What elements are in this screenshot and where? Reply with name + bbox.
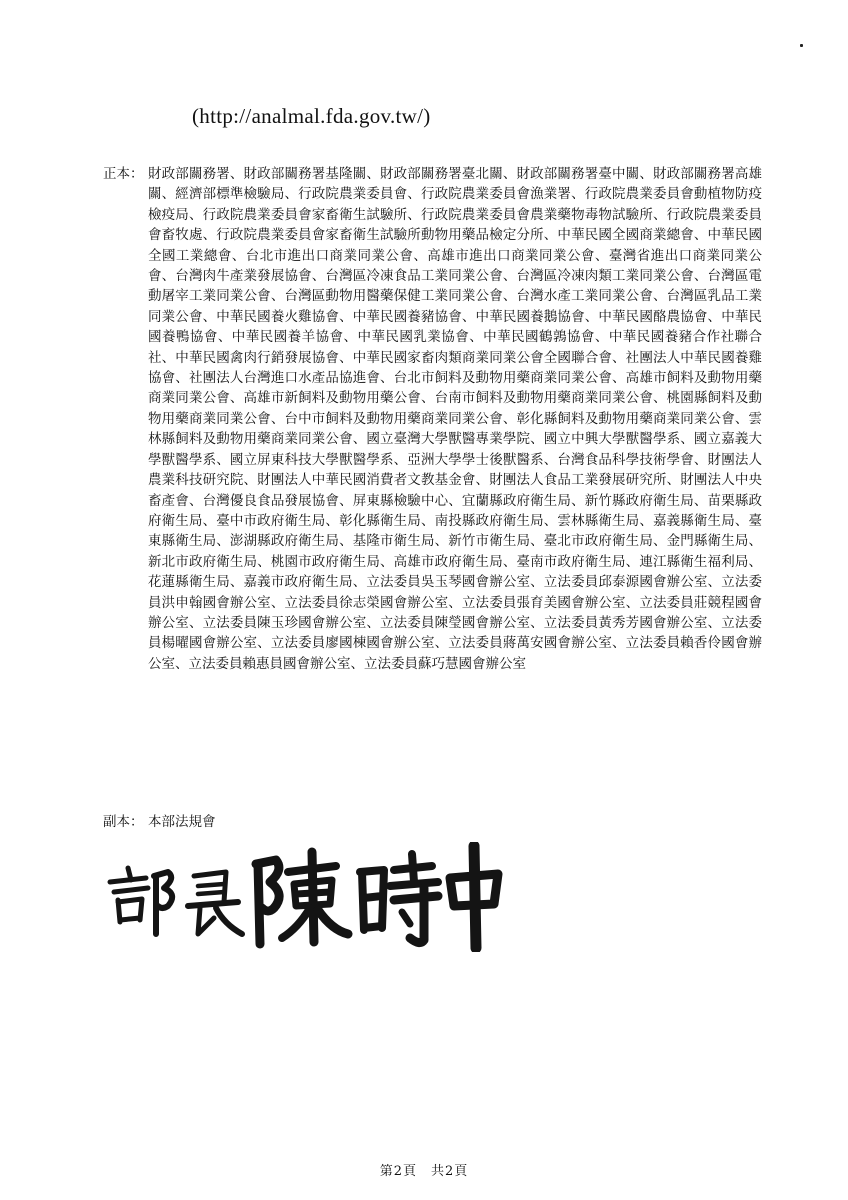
copy-recipients-label: 副本： <box>103 814 144 830</box>
main-recipients-label: 正本： <box>103 166 144 182</box>
main-recipients-list: 財政部關務署、財政部關務署基隆關、財政部關務署臺北關、財政部關務署臺中關、財政部關務署高雄關、經濟部標準檢驗局、行政院農業委員會、行政院農業委員會漁業署、行政院農業委員會動植物防疫檢疫局、行政院農業委員會家畜衛生試驗所、行政院農業委員會農業藥物毒物試驗所、行政院農業委員會畜牧處、行政院農業委員會家畜衛生試驗所動物用藥品檢定分所、中華民國全國商業總會、中華民國全國工業總會、台北市進出口商業同業公會、高雄市進出口商業同業公會、臺灣省進出口商業同業公會、台灣肉牛產業發展協會、台灣區冷凍食品工業同業公會、台灣區冷凍肉類工業同業公會、台灣區電動屠宰工業同業公會、台灣區動物用醫藥保健工業同業公會、台灣水產工業同業公會、台灣區乳品工業同業公會、中華民國養火雞協會、中華民國養豬協會、中華民國養鵝協會、中華民國酪農協會、中華民國養鴨協會、中華民國養羊協會、中華民國乳業協會、中華民國鶴鶉協會、中華民國養豬合作社聯合社、中華民國禽肉行銷發展協會、中華民國家畜肉類商業同業公會全國聯合會、社團法人中華民國養雞協會、社團法人台灣進口水產品協進會、台北市飼料及動物用藥商業同業公會、高雄市飼料及動物用藥商業同業公會、高雄市新飼料及動物用藥公會、台南市飼料及動物用藥商業同業公會、桃園縣飼料及動物用藥商業同業公會、台中市飼料及動物用藥商業同業公會、彰化縣飼料及動物用藥商業同業公會、雲林縣飼料及動物用藥商業同業公會、國立臺灣大學獸醫專業學院、國立中興大學獸醫學系、國立嘉義大學獸醫學系、國立屏東科技大學獸醫學系、亞洲大學學士後獸醫系、台灣食品科學技術學會、財團法人農業科技研究院、財團法人中華民國消費者文教基金會、財團法人食品工業發展研究所、財團法人中央畜產會、台灣優良食品發展協會、屏東縣檢驗中心、宜蘭縣政府衛生局、新竹縣政府衛生局、苗栗縣政府衛生局、臺中市政府衛生局、彰化縣衛生局、南投縣政府衛生局、雲林縣衛生局、嘉義縣衛生局、臺東縣衛生局、澎湖縣政府衛生局、基隆市衛生局、新竹市衛生局、臺北市政府衛生局、金門縣衛生局、新北市政府衛生局、桃園市政府衛生局、高雄市政府衛生局、臺南市政府衛生局、連江縣衛生福利局、花蓮縣衛生局、嘉義市政府衛生局、立法委員吳玉琴國會辦公室、立法委員邱泰源國會辦公室、立法委員洪申翰國會辦公室、立法委員徐志榮國會辦公室、立法委員張育美國會辦公室、立法委員莊競程國會辦公室、立法委員陳玉珍國會辦公室、立法委員陳瑩國會辦公室、立法委員黃秀芳國會辦公室、立法委員楊曜國會辦公室、立法委員廖國棟國會辦公室、立法委員蔣萬安國會辦公室、立法委員賴香伶國會辦公室、立法委員賴惠員國會辦公室、立法委員蘇巧慧國會辦公室 <box>148 166 762 672</box>
total-pages: 共2頁 <box>431 1164 469 1179</box>
page-number-footer <box>0 1160 848 1179</box>
minister-signature-stamp <box>98 842 508 952</box>
scan-speck <box>800 44 803 47</box>
website-url-line: (http://analmal.fda.gov.tw/) <box>192 104 431 128</box>
current-page-number: 第2頁 <box>379 1164 417 1179</box>
copy-recipients-list: 本部法規會 <box>148 814 216 830</box>
